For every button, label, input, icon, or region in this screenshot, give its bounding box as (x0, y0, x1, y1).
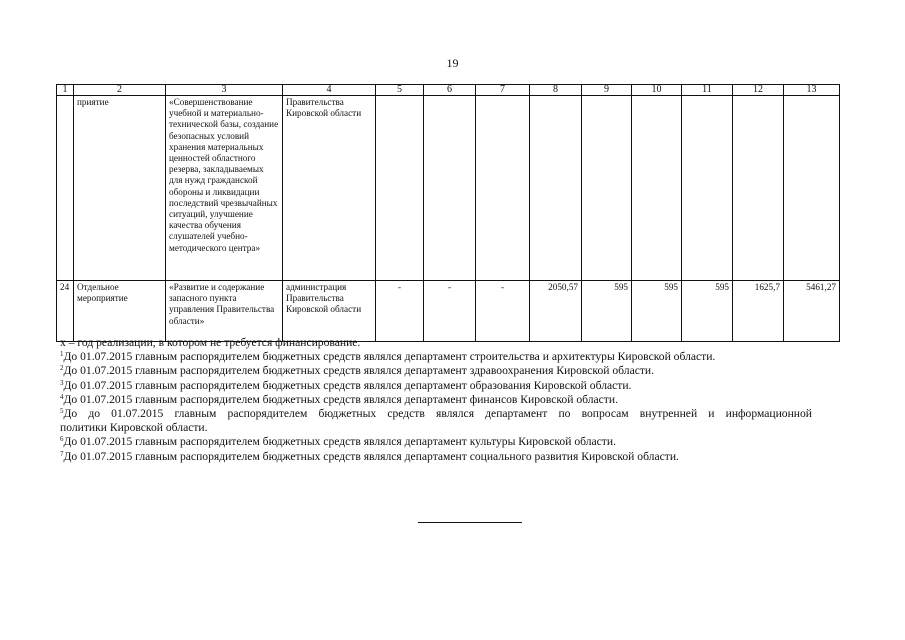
table-row (57, 281, 840, 342)
value-cell (530, 96, 582, 281)
value-cell: 5461,27 (784, 281, 840, 342)
footnote-text: До 01.07.2015 главным распорядителем бюджетных средств являлся департамент финансов Кировской области. (63, 392, 618, 406)
value-cell: 595 (582, 281, 632, 342)
footnote (60, 393, 812, 407)
measure-type-cell: приятие (74, 96, 166, 281)
measure-type-cell: Отдельное мероприятие (74, 281, 166, 342)
column-header: 13 (784, 85, 840, 96)
measure-title-cell: «Совершенствование учебной и материально-технической базы, создание безопасных условий хранения материальных ценностей областного резерва, закладываемых для нужд гражданской обороны и ликвидации последствий чрезвычайных ситуаций, улучшение качества обучения слушателей учебно-методического центра» (166, 96, 283, 281)
footnote-marker: 3 (60, 378, 64, 387)
row-number-cell: 24 (57, 281, 74, 342)
value-cell (632, 96, 682, 281)
column-header: 11 (682, 85, 733, 96)
footnote-text: До 01.07.2015 главным распорядителем бюджетных средств являлся департамент здравоохранения Кировской области. (63, 364, 655, 378)
footnote-text: До 01.07.2015 главным распорядителем бюджетных средств являлся департамент социального развития Кировской области. (63, 449, 679, 463)
footnote-text: До 01.07.2015 главным распорядителем бюджетных средств являлся департамент строительства и архитектуры Кировской области. (63, 350, 716, 364)
value-cell: 2050,57 (530, 281, 582, 342)
footnote-marker: 1 (60, 350, 64, 359)
footnote (60, 379, 812, 393)
executor-cell: администрация Правительства Кировской области (283, 281, 376, 342)
footnote-text: До 01.07.2015 главным распорядителем бюджетных средств являлся департамент культуры Кировской области. (63, 435, 616, 449)
column-header: 8 (530, 85, 582, 96)
footnote-marker: 5 (60, 407, 64, 416)
footnote (60, 350, 812, 364)
footnote-text: До 01.07.2015 главным распорядителем бюджетных средств являлся департамент образования Кировской области. (63, 378, 632, 392)
row-number-cell (57, 96, 74, 281)
value-cell: 595 (682, 281, 733, 342)
value-cell (682, 96, 733, 281)
page-number: 19 (446, 56, 459, 70)
value-cell (376, 96, 424, 281)
column-header: 1 (57, 85, 74, 96)
footnote-marker: 6 (60, 435, 64, 444)
value-cell: - (424, 281, 476, 342)
footnote-marker: 4 (60, 392, 64, 401)
value-cell: - (376, 281, 424, 342)
value-cell (582, 96, 632, 281)
footnotes (60, 336, 812, 464)
footnote-x: х – год реализации, в котором не требуется финансирование. (60, 336, 361, 349)
executor-cell: Правительства Кировской области (283, 96, 376, 281)
value-cell (784, 96, 840, 281)
footnote (60, 435, 812, 449)
footnote-marker: 7 (60, 449, 64, 458)
column-header: 3 (166, 85, 283, 96)
column-header: 5 (376, 85, 424, 96)
footnote-text: До до 01.07.2015 главным распорядителем бюджетных средств являлся департамент по вопросам внутренней и информационной (63, 407, 812, 421)
column-header: 6 (424, 85, 476, 96)
footnote-continuation: политики Кировской области. (60, 421, 208, 435)
footnote-marker: 2 (60, 364, 64, 373)
value-cell: 1625,7 (733, 281, 784, 342)
column-header: 10 (632, 85, 682, 96)
footnote (60, 364, 812, 378)
end-rule (418, 522, 522, 523)
value-cell (424, 96, 476, 281)
footnote (60, 407, 812, 421)
value-cell (733, 96, 784, 281)
value-cell: - (476, 281, 530, 342)
table-header-row (57, 85, 840, 96)
column-header: 12 (733, 85, 784, 96)
financing-table (56, 84, 840, 342)
value-cell: 595 (632, 281, 682, 342)
measure-title-cell: «Развитие и содержание запасного пункта управления Правительства области» (166, 281, 283, 342)
column-header: 9 (582, 85, 632, 96)
footnote (60, 450, 812, 464)
column-header: 7 (476, 85, 530, 96)
column-header: 4 (283, 85, 376, 96)
value-cell (476, 96, 530, 281)
table-row (57, 96, 840, 281)
column-header: 2 (74, 85, 166, 96)
